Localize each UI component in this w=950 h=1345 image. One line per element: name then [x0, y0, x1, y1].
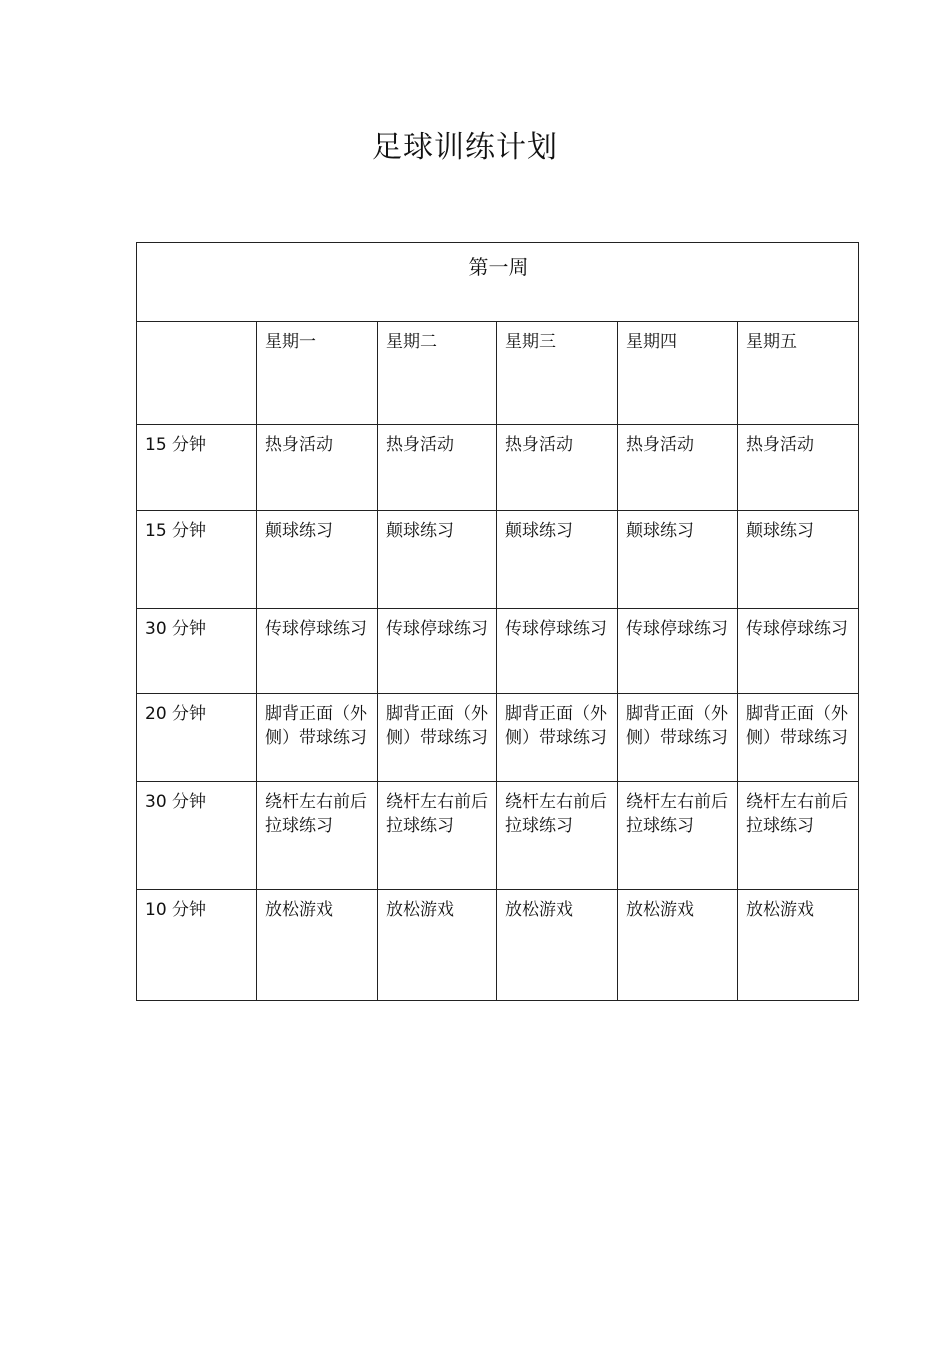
activity-cell: 热身活动: [738, 425, 859, 511]
duration-cell: 30 分钟: [137, 782, 257, 890]
day-header-wednesday: 星期三: [497, 322, 618, 425]
activity-cell: 放松游戏: [378, 890, 497, 1001]
table-row: [137, 782, 859, 890]
activity-cell: 绕杆左右前后拉球练习: [497, 782, 618, 890]
week-label: 第一周: [137, 243, 859, 322]
day-header-tuesday: 星期二: [378, 322, 497, 425]
table-row: [137, 609, 859, 694]
activity-cell: 脚背正面（外侧）带球练习: [497, 694, 618, 782]
activity-cell: 传球停球练习: [378, 609, 497, 694]
activity-cell: 脚背正面（外侧）带球练习: [378, 694, 497, 782]
document-title: 足球训练计划: [372, 130, 558, 165]
day-header-thursday: 星期四: [618, 322, 738, 425]
activity-cell: 放松游戏: [738, 890, 859, 1001]
activity-cell: 放松游戏: [497, 890, 618, 1001]
activity-cell: 颠球练习: [378, 511, 497, 609]
activity-cell: 绕杆左右前后拉球练习: [257, 782, 378, 890]
activity-cell: 脚背正面（外侧）带球练习: [618, 694, 738, 782]
table-row: [137, 425, 859, 511]
activity-cell: 放松游戏: [257, 890, 378, 1001]
activity-cell: 传球停球练习: [738, 609, 859, 694]
activity-cell: 颠球练习: [738, 511, 859, 609]
activity-cell: 传球停球练习: [257, 609, 378, 694]
day-header-row: [137, 322, 859, 425]
table-row: [137, 890, 859, 1001]
activity-cell: 绕杆左右前后拉球练习: [618, 782, 738, 890]
duration-cell: 30 分钟: [137, 609, 257, 694]
duration-cell: 15 分钟: [137, 511, 257, 609]
activity-cell: 颠球练习: [497, 511, 618, 609]
activity-cell: 颠球练习: [257, 511, 378, 609]
duration-cell: 10 分钟: [137, 890, 257, 1001]
activity-cell: 绕杆左右前后拉球练习: [738, 782, 859, 890]
table-row: [137, 511, 859, 609]
activity-cell: 放松游戏: [618, 890, 738, 1001]
activity-cell: 传球停球练习: [497, 609, 618, 694]
activity-cell: 传球停球练习: [618, 609, 738, 694]
table-row: [137, 694, 859, 782]
activity-cell: 热身活动: [618, 425, 738, 511]
activity-cell: 颠球练习: [618, 511, 738, 609]
duration-cell: 20 分钟: [137, 694, 257, 782]
activity-cell: 脚背正面（外侧）带球练习: [257, 694, 378, 782]
activity-cell: 热身活动: [497, 425, 618, 511]
day-header-friday: 星期五: [738, 322, 859, 425]
corner-cell: [137, 322, 257, 425]
activity-cell: 热身活动: [257, 425, 378, 511]
activity-cell: 脚背正面（外侧）带球练习: [738, 694, 859, 782]
activity-cell: 绕杆左右前后拉球练习: [378, 782, 497, 890]
activity-cell: 热身活动: [378, 425, 497, 511]
week-header-row: [137, 243, 859, 322]
day-header-monday: 星期一: [257, 322, 378, 425]
duration-cell: 15 分钟: [137, 425, 257, 511]
training-schedule-table: [136, 242, 859, 1001]
